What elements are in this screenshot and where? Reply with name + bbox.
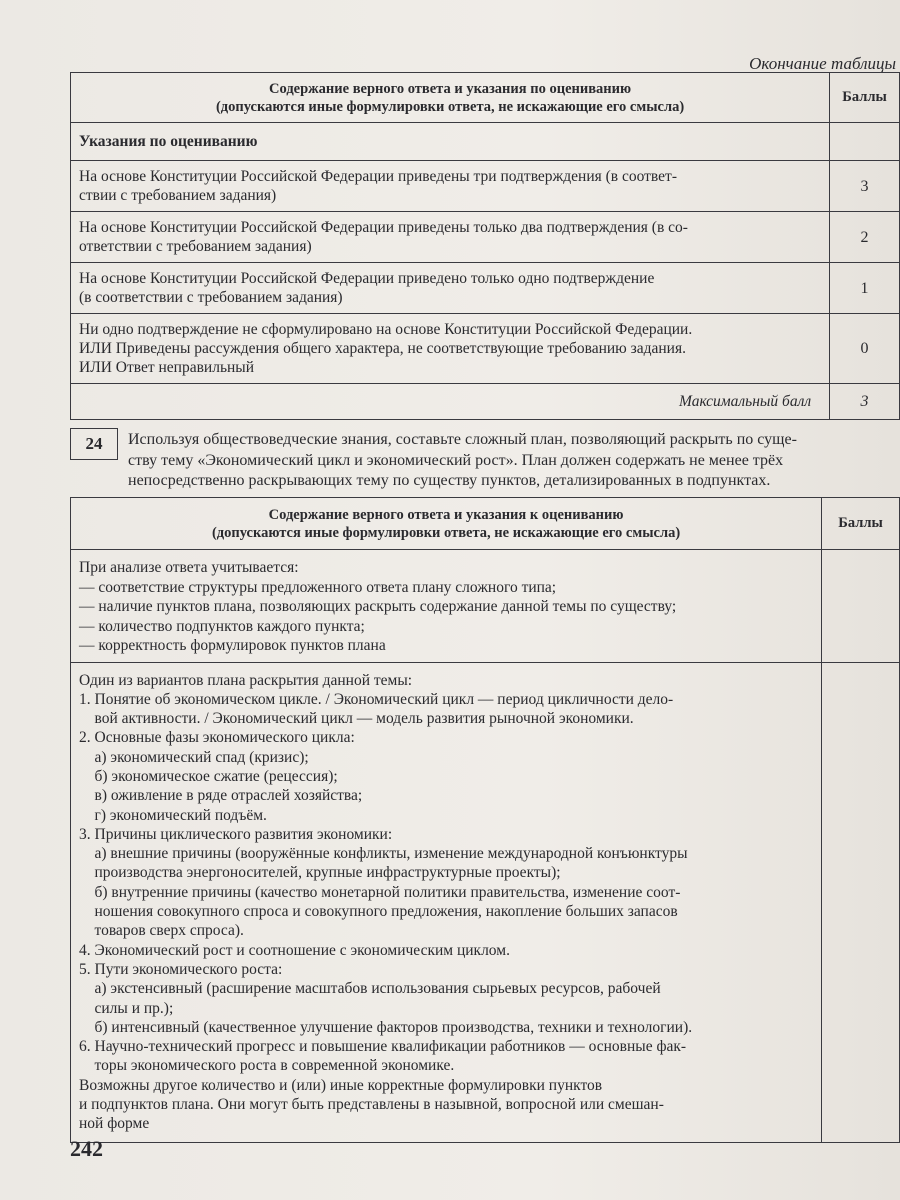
plan-line: производства энергоносителей, крупные инфраструктурные проекты); (79, 864, 561, 882)
table2-points-header: Баллы (822, 498, 900, 550)
criterion-points: 0 (830, 314, 900, 384)
plan-line: б) внутренние причины (качество монетарной политики правительства, изменение соот- (79, 883, 681, 901)
criteria-points-cell (822, 550, 900, 663)
plan-line: вой активности. / Экономический цикл — модель развития рыночной экономики. (79, 710, 634, 728)
task-number: 24 (70, 428, 118, 460)
criterion-points: 3 (830, 161, 900, 212)
criterion-line: ответствии с требованием задания) (79, 238, 312, 255)
table-row (71, 161, 900, 212)
criteria-line: При анализе ответа учитывается: (79, 559, 299, 576)
plan-line: 6. Научно-технический прогресс и повышение квалификации работников — основные фак- (79, 1038, 687, 1056)
criterion-line: На основе Конституции Российской Федерации приведены только два подтверждения (в со- (79, 219, 688, 236)
criterion-points: 2 (830, 212, 900, 263)
task-text (128, 430, 900, 492)
plan-line: Один из вариантов плана раскрытия данной темы: (79, 671, 413, 689)
criterion-line: ИЛИ Ответ неправильный (79, 359, 255, 376)
table-row (71, 263, 900, 314)
plan-line: 3. Причины циклического развития экономики: (79, 825, 393, 843)
plan-cell (71, 662, 822, 1142)
plan-line: в) оживление в ряде отраслей хозяйства; (79, 787, 363, 805)
table1-points-header: Баллы (830, 73, 900, 123)
plan-line: Возможны другое количество и (или) иные корректные формулировки пунктов (79, 1076, 603, 1094)
criterion-line: ствии с требованием задания) (79, 187, 277, 204)
plan-line: ной форме (79, 1115, 150, 1133)
criterion-text (71, 212, 830, 263)
plan-line: силы и пр.); (79, 999, 174, 1017)
task-line: непосредственно раскрывающих тему по существу пунктов, детализированных в подпунктах. (128, 472, 771, 489)
criterion-line: (в соответствии с требованием задания) (79, 289, 343, 306)
task-line: Используя обществоведческие знания, составьте сложный план, позволяющий раскрыть по суще- (128, 431, 797, 448)
plan-points-cell (822, 662, 900, 1142)
criterion-line: На основе Конституции Российской Федерации приведено только одно подтверждение (79, 270, 655, 287)
criterion-text (71, 161, 830, 212)
criterion-text (71, 314, 830, 384)
plan-line: ношения совокупного спроса и совокупного предложения, накопление больших запасов (79, 903, 678, 921)
criterion-text (71, 263, 830, 314)
plan-line: 1. Понятие об экономическом цикле. / Экономический цикл — период цикличности дело- (79, 690, 674, 708)
max-score-label: Максимальный балл (71, 384, 830, 420)
plan-line: б) интенсивный (качественное улучшение факторов производства, техники и технологии). (79, 1018, 693, 1036)
plan-line: 2. Основные фазы экономического цикла: (79, 729, 355, 747)
table2-header (71, 498, 822, 550)
task-line: ству тему «Экономический цикл и экономический рост». План должен содержать не менее трёх (128, 451, 784, 469)
plan-line: г) экономический подъём. (79, 806, 267, 824)
plan-line: товаров сверх спроса). (79, 922, 244, 940)
plan-line: б) экономическое сжатие (рецессия); (79, 767, 338, 785)
plan-line: а) внешние причины (вооружённые конфликты, изменение международной конъюнктуры (79, 845, 688, 863)
plan-line: а) экстенсивный (расширение масштабов использования сырьевых ресурсов, рабочей (79, 980, 661, 998)
page-number: 242 (70, 1136, 103, 1161)
criterion-line: На основе Конституции Российской Федерации приведены три подтверждения (в соответ- (79, 168, 677, 185)
table1-section-points-cell (830, 123, 900, 161)
plan-line: торы экономического роста в современной экономике. (79, 1057, 455, 1075)
criteria-line: — соответствие структуры предложенного ответа плану сложного типа; (79, 578, 557, 596)
scoring-table-2 (70, 497, 900, 1143)
criteria-line: — корректность формулировок пунктов плана (79, 637, 386, 654)
criterion-line: Ни одно подтверждение не сформулировано на основе Конституции Российской Федерации. (79, 321, 693, 338)
criterion-points: 1 (830, 263, 900, 314)
plan-line: и подпунктов плана. Они могут быть представлены в назывной, вопросной или смешан- (79, 1096, 664, 1114)
table-row (71, 212, 900, 263)
scoring-table-1 (70, 72, 900, 420)
plan-line: 4. Экономический рост и соотношение с экономическим циклом. (79, 941, 510, 959)
table1-section-title: Указания по оцениванию (71, 123, 830, 161)
continuation-label: Окончание таблицы (749, 54, 896, 73)
table2-header-line2: (допускаются иные формулировки ответа, не искажающие его смысла) (211, 524, 681, 541)
max-score-value: 3 (830, 384, 900, 420)
table-row (71, 314, 900, 384)
criteria-cell (71, 550, 822, 663)
table1-header-line1: Содержание верного ответа и указания по оцениванию (269, 80, 632, 97)
criteria-line: — количество подпунктов каждого пункта; (79, 617, 365, 635)
plan-line: а) экономический спад (кризис); (79, 748, 309, 766)
table1-header (71, 73, 830, 123)
criterion-line: ИЛИ Приведены рассуждения общего характера, не соответствующие требованию задания. (79, 340, 686, 357)
table2-header-line1: Содержание верного ответа и указания к оцениванию (268, 506, 624, 523)
criteria-line: — наличие пунктов плана, позволяющих раскрыть содержание данной темы по существу; (79, 598, 677, 615)
table1-header-line2: (допускаются иные формулировки ответа, не искажающие его смысла) (215, 98, 685, 115)
plan-line: 5. Пути экономического роста: (79, 960, 283, 978)
